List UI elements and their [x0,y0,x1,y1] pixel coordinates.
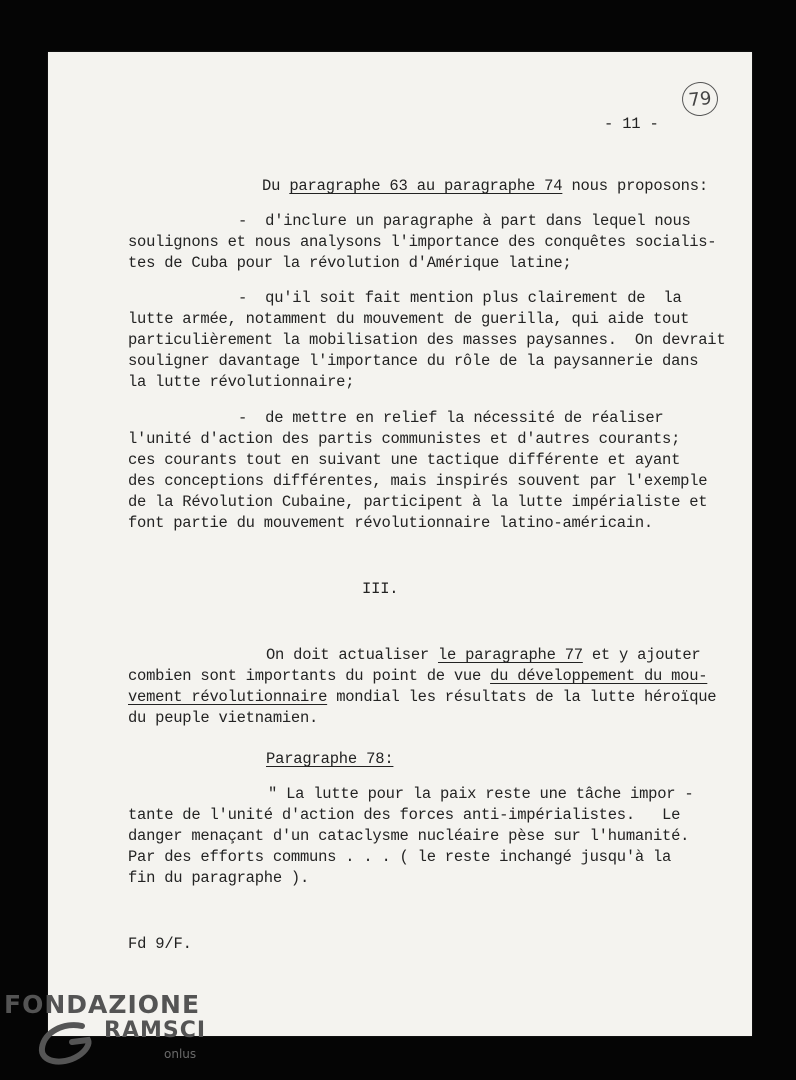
section-3-line [128,645,716,666]
section-3-paragraph [128,645,716,729]
logo-text-line1: FONDAZIONE [4,990,201,1019]
bullet-3-line: - de mettre en relief la nécessité de réaliser [238,409,664,427]
bullet-1 [128,211,716,274]
bullet-2-line: - qu'il soit fait mention plus clairement de la [238,289,682,307]
paragraph-78-line: danger menaçant d'un cataclysme nucléaire pèse sur l'humanité. [128,827,690,845]
bullet-1-line: soulignons et nous analysons l'importance des conquêtes socialis- [128,233,717,251]
development-reference: du développement du mou- [490,667,708,685]
bullet-3 [128,408,707,534]
section-3-text: mondial les résultats de la lutte héroïque [327,688,717,706]
paragraph-78-body [128,784,693,889]
footer-reference: Fd 9/F. [128,935,192,953]
bullet-3-line: de la Révolution Cubaine, participent à la lutte impérialiste et [128,493,708,511]
section-3-line: du peuple vietnamien. [128,709,319,727]
section-3-text: et y ajouter [582,646,701,664]
bullet-2-line: souligner davantage l'importance du rôle de la paysannerie dans [128,352,699,370]
intro-text-after: nous proposons: [562,177,708,195]
bullet-3-line: ces courants tout en suivant une tactique différente et ayant [128,451,681,469]
paragraph-78-line: fin du paragraphe ). [128,869,310,887]
intro-line [262,176,708,198]
bullet-2-line: lutte armée, notamment du mouvement de guerilla, qui aide tout [128,310,690,328]
section-heading: III. [362,580,399,598]
paragraph-78-line: Par des efforts communs . . . ( le reste inchangé jusqu'à la [128,848,672,866]
paragraph-78-line: " La lutte pour la paix reste une tâche impor - [268,785,694,803]
paragraph-78-line: tante de l'unité d'action des forces anti-impérialistes. Le [128,806,681,824]
revolutionary-movement-reference: vement révolutionnaire [128,688,328,706]
bullet-1-line: - d'inclure un paragraphe à part dans lequel nous [238,212,691,230]
bullet-2 [128,288,725,393]
paragraph-78-heading: Paragraphe 78: [266,750,394,768]
logo-text-line3: onlus [164,1047,197,1061]
bullet-3-line: font partie du mouvement révolutionnaire latino-américain. [128,514,653,532]
section-3-text: On doit actualiser [266,646,438,664]
section-3-text: combien sont importants du point de vue [128,667,491,685]
bullet-1-line: tes de Cuba pour la révolution d'Amérique latine; [128,254,572,272]
section-3-line [128,687,716,708]
bullet-3-line: des conceptions différentes, mais inspirés souvent par l'exemple [128,472,708,490]
page-number: - 11 - [604,115,659,133]
bullet-3-line: l'unité d'action des partis communistes et d'autres courants; [128,430,681,448]
intro-paragraph-reference: paragraphe 63 au paragraphe 74 [289,177,563,195]
logo-swirl-icon [34,1020,96,1068]
fondazione-gramsci-logo [4,990,207,1061]
bullet-2-line: particulièrement la mobilisation des masses paysannes. On devrait [128,331,726,349]
bullet-2-line: la lutte révolutionnaire; [128,373,355,391]
section-3-line [128,666,716,687]
intro-text-before: Du [262,177,290,195]
paragraph-77-reference: le paragraphe 77 [437,646,583,664]
archive-stamp: 79 [680,80,719,118]
logo-text-line2: RAMSCI [104,1018,207,1043]
